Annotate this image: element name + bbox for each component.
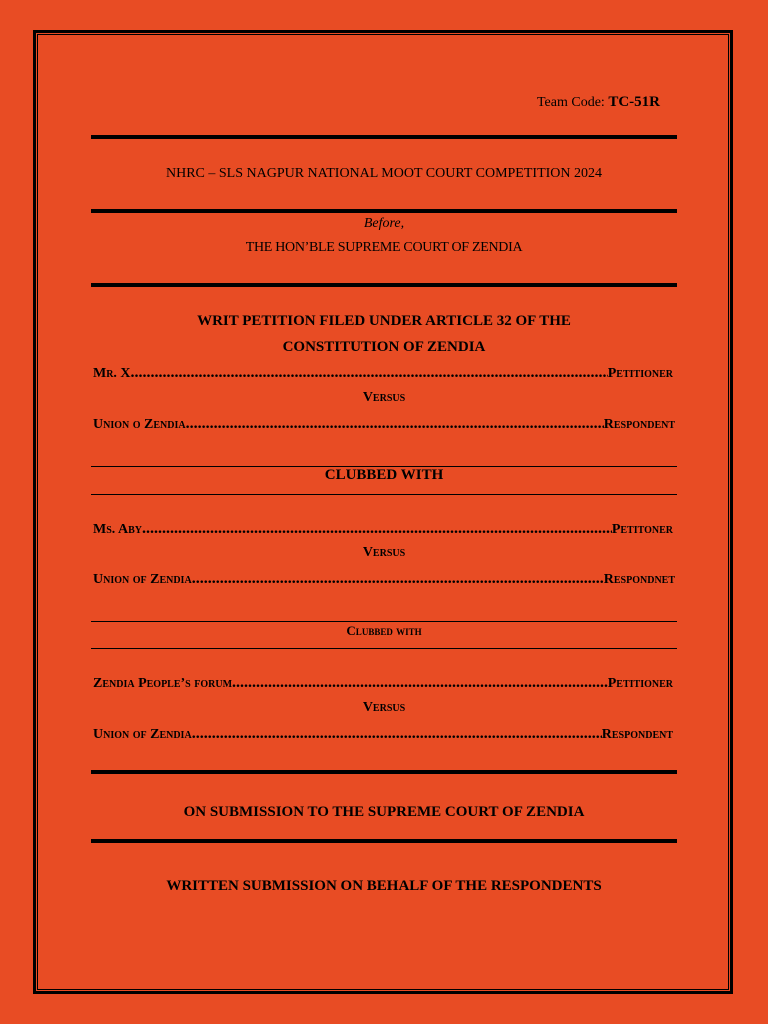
case3-role2: Respondent [601, 727, 673, 742]
case2-petitioner-row [93, 520, 673, 538]
case3-party2: Union of Zendia [93, 727, 192, 742]
clubbed-with-subheading: Clubbed with [346, 623, 422, 638]
leader-dots [186, 415, 604, 433]
case1-party2: Union o Zendia [93, 417, 186, 432]
before-label: Before, [363, 216, 405, 231]
case3-respondent-row [93, 725, 673, 743]
team-code-value: TC-51R [608, 94, 660, 110]
divider [91, 135, 677, 139]
case2-party1: Ms. Aby [93, 522, 143, 537]
case2-respondent-row [93, 570, 675, 588]
divider [91, 621, 677, 622]
case2-role1: Petitoner [611, 522, 673, 537]
leader-dots [192, 570, 604, 588]
case3-versus: Versus [362, 700, 406, 715]
case2-role2: Respondnet [603, 572, 675, 587]
team-code [537, 94, 660, 111]
case1-versus: Versus [362, 390, 406, 405]
court-name: THE HON’BLE SUPREME COURT OF ZENDIA [245, 240, 523, 255]
case1-petitioner-row [93, 364, 673, 382]
case1-role1: Petitioner [607, 366, 673, 381]
petition-title-line1: WRIT PETITION FILED UNDER ARTICLE 32 OF THE [197, 313, 571, 329]
competition-title: NHRC – SLS NAGPUR NATIONAL MOOT COURT COMPETITION 2024 [165, 166, 603, 181]
case1-respondent-row [93, 415, 675, 433]
leader-dots [192, 725, 602, 743]
petition-title-line2: CONSTITUTION OF ZENDIA [282, 339, 486, 355]
case2-versus: Versus [362, 545, 406, 560]
leader-dots [232, 674, 608, 692]
divider [91, 283, 677, 287]
team-code-label: Team Code: [536, 95, 605, 110]
case2-party2: Union of Zendia [93, 572, 192, 587]
case1-role2: Respondent [603, 417, 675, 432]
divider [91, 494, 677, 495]
clubbed-with-heading: CLUBBED WITH [324, 467, 444, 483]
divider [91, 839, 677, 843]
divider [91, 770, 677, 774]
case3-role1: Petitioner [607, 676, 673, 691]
divider [91, 209, 677, 213]
divider [91, 648, 677, 649]
case3-party1: Zendia People’s forum [93, 676, 233, 691]
submission-heading: ON SUBMISSION TO THE SUPREME COURT OF ZENDIA [183, 804, 585, 820]
case1-party1: Mr. X [93, 366, 131, 381]
leader-dots [131, 364, 608, 382]
leader-dots [142, 520, 612, 538]
case3-petitioner-row [93, 674, 673, 692]
written-submission-heading: WRITTEN SUBMISSION ON BEHALF OF THE RESPONDENTS [166, 878, 602, 894]
